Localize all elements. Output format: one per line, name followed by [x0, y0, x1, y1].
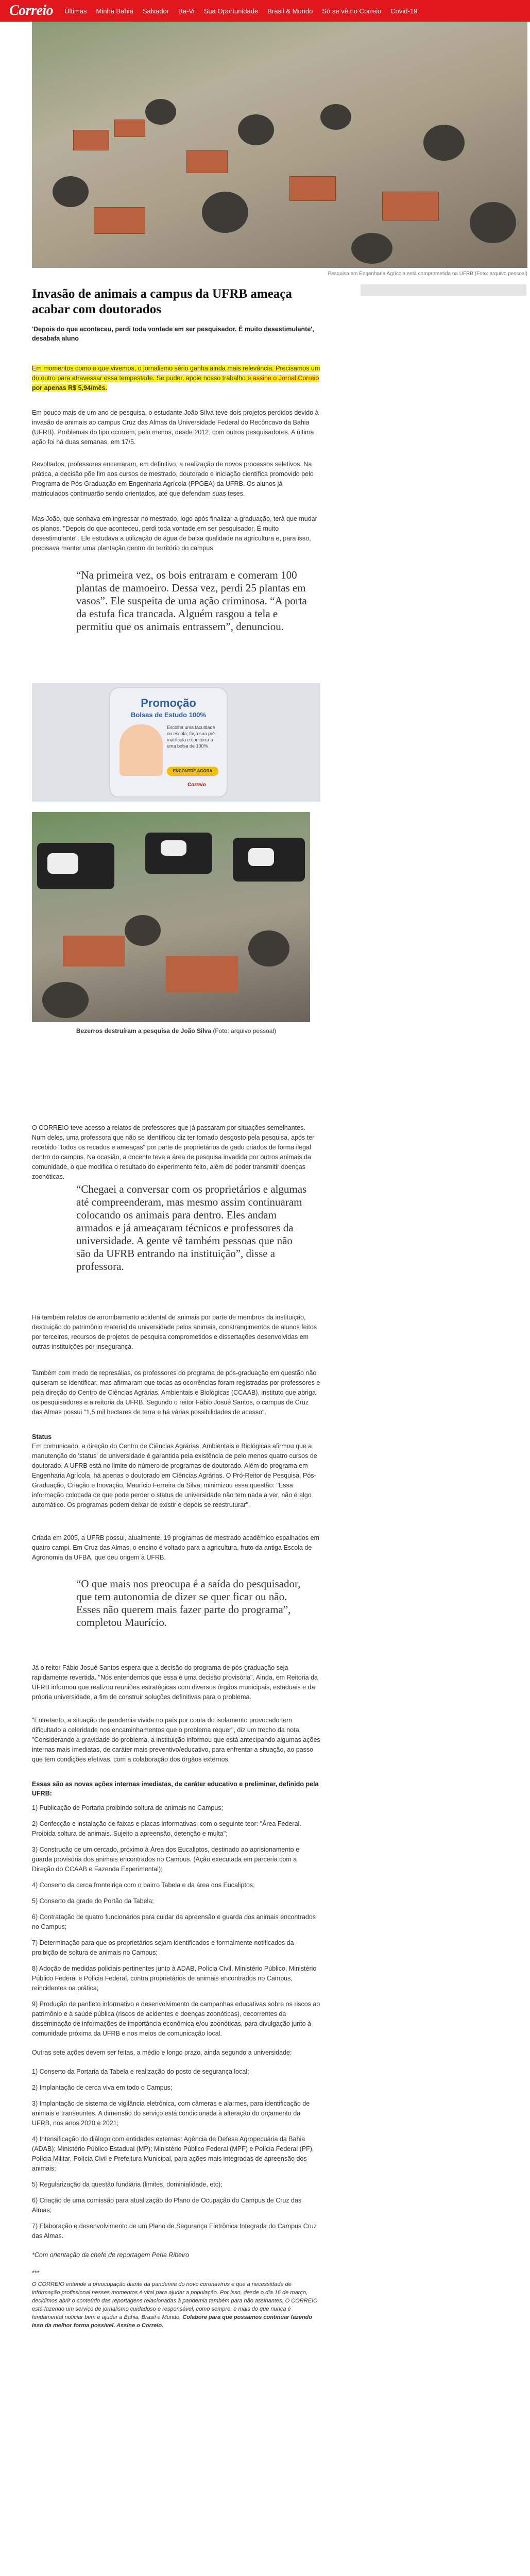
measures-heading: Essas são as novas ações internas imediatas, de caráter educativo e preliminar, definido pela UFRB: — [32, 1781, 319, 1797]
paragraph-3-text: Mas João, que sonhava em ingressar no mestrado, logo após finalizar a graduação, terá que mudar os planos. "Depois do que aconteceu, perdi toda vontade em ser pesquisador. É muito desestimulante". Ele estudava a utilização de água de baixa qualidade na agricultura e, para isso, precisava manter uma plantação dentro do território do campus. — [32, 515, 317, 552]
separator: *** — [32, 2269, 40, 2277]
paragraph-8-text: Criada em 2005, a UFRB possui, atualmente, 19 programas de mestrado acadêmico espalhados em quatro campi. Em Cruz das Almas, o ensino é voltado para a agricultura, fruto da antiga Escola de Agronomia da UFBA, que deu origem à UFRB. — [32, 1534, 319, 1561]
pull-quote-3 — [32, 1578, 320, 1629]
ad-cta-button[interactable]: ENCONTRE AGORA — [167, 767, 218, 776]
measure-item: 3) Construção de um cercado, próximo à Área dos Eucaliptos, destinado ao aprisionamento e guarda provisória dos animais encontrados no Campus. (Ação executada em parceria com a Direção do CCAAB e Fazenda Experimental); — [32, 1846, 300, 1873]
measure-item: 9) Produção de panfleto informativo e desenvolvimento de campanhas educativas sobre os riscos ao patrimônio e à saúde pública (riscos de acidentes e doenças zoonóticas), decorrentes da disseminação de informações de importância econômica e/ou zoonóticas, para divulgação junto à comunidade próxima da UFRB e nos meios de comunicação local. — [32, 2001, 320, 2037]
nav-item-bavi[interactable]: Ba-Vi — [178, 7, 195, 15]
paragraph-5 — [32, 1313, 320, 1352]
measure-item: 7) Determinação para que os proprietários sejam identificados e formalmente notificados da proibição de soltura de animais no Campus; — [32, 1939, 294, 1956]
hero-photo — [32, 22, 527, 268]
pull-quote-2 — [32, 1183, 320, 1273]
measures-list — [32, 1780, 320, 2330]
sidebar-ad-placeholder — [361, 284, 526, 296]
paragraph-3 — [32, 514, 320, 553]
ad-title: Promoção — [141, 697, 196, 709]
measure-item: 4) Conserto da cerca fronteiriça com o bairro Tabela e da área dos Eucaliptos; — [32, 1882, 255, 1889]
paragraph-10-text: "Entretanto, a situação de pandemia vivida no país por conta do isolamento provocado tem dificultado a celeridade nos encaminhamentos que o problema requer", diz um trecho da nota. "Considerando a gravidade do problema, a instituição informou que está antecipando algumas ações internas mais imediatas, de caráter mais preventivo/educativo, para enfrentar a situação, ao passo que tem condições efetivas, com a colaboração dos órgãos externos. — [32, 1717, 320, 1763]
paragraph-2 — [32, 460, 320, 499]
subscribe-link[interactable]: assine o Jornal Correio — [252, 375, 319, 382]
paragraph-9 — [32, 1663, 320, 1702]
paragraph-2-text: Revoltados, professores encerraram, em definitivo, a realização de novos processos seletivos. Na prática, a decisão põe fim aos cursos de mestrado, doutorado e iniciação científica promovido pelo Programa de Pós-Graduação em Engenharia Agrícola (PPGEA) da UFRB. Os alunos já matriculados continuarão sendo orientados, até que defendam suas teses. — [32, 461, 314, 497]
paragraph-6-text: Também com medo de represálias, os professores do programa de pós-graduação em questão não quiseram se identificar, mas afirmaram que todas as ocorrências foram registradas por professores e pela direção do Centro de Ciências Agrárias, Ambientais e Biológicas (CCAAB), instituto que abriga os pesquisadores e a reitoria da UFRB. Segundo o reitor Fábio Josué Santos, o campus de Cruz das Almas possui "1,5 mil hectares de terra e há várias possibilidades de acesso". — [32, 1369, 320, 1416]
paragraph-4 — [32, 1123, 320, 1182]
measure-item: 6) Contratação de quatro funcionários para cuidar da apreensão e guarda dos animais encontrados no Campus; — [32, 1913, 316, 1930]
advertisement-banner[interactable] — [32, 683, 320, 802]
footer-note: O CORREIO entende a preocupação diante da pandemia do novo coronavírus e que a necessidade de informação profissional nesses momentos é vital para ajudar a população. Por isso, desde o dia 16 de março, decidimos abrir o conteúdo das reportagens relacionadas à pandemia também para não assinantes. O CORREIO está fazendo um serviço de jornalismo cuidadoso e responsável, como sempre, e mais do que nunca é fundamental noticiar bem e ajudar a Bahia, Brasil e Mundo. — [32, 2281, 318, 2320]
highlight-intro: Em momentos como o que vivemos, o jornalismo sério ganha ainda mais relevância. Precisamos um do outro para atravessar essa tempestade. Se puder, apoie nosso trabalho e — [32, 365, 320, 382]
nav-item-brasil-mundo[interactable]: Brasil & Mundo — [267, 7, 313, 15]
measure-item: 8) Adoção de medidas policiais pertinentes junto à ADAB, Polícia Civil, Ministério Público, Ministério Público Federal e Polícia Federal, contra proprietários de animais encontrados no Campus, reincidentes na prática; — [32, 1965, 317, 1992]
nav-item-sua-oportunidade[interactable]: Sua Oportunidade — [203, 7, 259, 15]
orientation-note: *Com orientação da chefe de reportagem Perla Ribeiro — [32, 2251, 190, 2259]
ad-person-image — [119, 724, 163, 776]
paragraph-8 — [32, 1533, 320, 1563]
article-title: Invasão de animais a campus da UFRB ameaça acabar com doutorados — [32, 287, 292, 316]
measure2-item: 4) Intensificação do diálogo com entidades externas: Agência de Defesa Agropecuária da Bahia (ADAB); Ministério Público Estadual (MP); Ministério Público Federal (MPF) e Polícia Federal (PF), Polícia Militar, Polícia Civil e Prefeitura Municipal, para ações mais integradas de apreensão dos animais; — [32, 2136, 314, 2172]
paragraph-11-text: Outras sete ações devem ser feitas, a médio e longo prazo, ainda segundo a universidade: — [32, 2049, 292, 2056]
paragraph-7-text: Em comunicado, a direção do Centro de Ciências Agrárias, Ambientais e Biológicas afirmou que a manutenção do 'status' de universidade é garantida pela existência de pelo menos quatro cursos de doutorado. A UFRB está no limite do número de programas de doutorado. Além do programa em Engenharia Agrícola, há apenas o doutorado em Ciências Agrárias. O Pró-Reitor de Pesquisa, Pós-Graduação, Criação e Inovação, Maurício Ferreira da Silva, minimizou essa questão: "Essa informação colocada de que pode perder o status de universidade não tem nada a ver, não é algo automático. Os programas podem deixar de existir e depois se reestruturar". — [32, 1443, 317, 1509]
measure2-item: 7) Elaboração e desenvolvimento de um Plano de Segurança Eletrônica Integrada do Campus Cruz das Almas. — [32, 2223, 317, 2240]
top-navigation-bar — [0, 0, 530, 22]
nav-item-ultimas[interactable]: Últimas — [64, 7, 87, 15]
site-logo[interactable]: Correio — [9, 3, 54, 19]
paragraph-6 — [32, 1368, 320, 1417]
measure-item: 5) Conserto da grade do Portão da Tabela; — [32, 1897, 154, 1905]
paragraph-5-text: Há também relatos de arrombamento acidental de animais por parte de membros da instituição, destruição do patrimônio material da universidade pelos animais, constrangimentos de alunos feitos por terceiros, recursos de projetos de pesquisa comprometidos e dissertações desenvolvidas em outras instituições por insegurança. — [32, 1314, 317, 1350]
ad-text: Escolha uma faculdade ou escola, faça sua pré-matrícula e concorra a uma bolsa de 100% — [167, 725, 217, 749]
main-nav — [64, 7, 417, 15]
paragraph-4-text: O CORREIO teve acesso a relatos de professores que já passaram por situações semelhantes. Num deles, uma professora que não se identificou diz ter tomado desgosto pela pesquisa, após ter recebido "todos os recados e ameaças" por parte de proprietários de gado criados de forma ilegal dentro do campus. Na ocasião, a docente teve a área de pesquisa invadida por outros animais da comunidade, o que modifica o resultado do experimento feito, além de poder transmitir doenças zoonóticas. — [32, 1124, 315, 1180]
paragraph-9-text: Já o reitor Fábio Josué Santos espera que a decisão do programa de pós-graduação seja rapidamente revertida. "Nós entendemos que essa é uma decisão provisória". Ainda, em Reitoria da UFRB informou que realizou reuniões estratégicas com diversos órgãos municipais, estaduais e da própria universidade, a fim de construir soluções definitivas para o problema. — [32, 1664, 318, 1701]
paragraph-1-text: Em pouco mais de um ano de pesquisa, o estudante João Silva teve dois projetos perdidos devido à invasão de animais ao campus Cruz das Almas da Universidade Federal do Recôncavo da Bahia (UFRB). Problemas do tipo ocorrem, pelo menos, desde 2012, com outros pesquisadores. A última ação foi há duas semanas, em 17/5. — [32, 409, 319, 446]
article-header — [32, 286, 320, 343]
ad-phone-mockup — [109, 687, 228, 798]
photo-caption-text: Bezerros destruíram a pesquisa de João Silva — [76, 1027, 212, 1035]
measure2-item: 6) Criação de uma comissão para atualização do Plano de Ocupação do Campus de Cruz das Almas; — [32, 2197, 302, 2214]
ad-subtitle: Bolsas de Estudo 100% — [131, 711, 206, 719]
calves-photo-caption — [32, 1026, 320, 1036]
paragraph-1 — [32, 408, 320, 447]
measure-item: 1) Publicação de Portaria proibindo soltura de animais no Campus; — [32, 1804, 224, 1811]
measure2-item: 2) Implantação de cerca viva em todo o Campus; — [32, 2084, 173, 2091]
measure2-item: 1) Conserto da Portaria da Tabela e realização do posto de segurança local; — [32, 2068, 249, 2075]
paragraph-10 — [32, 1716, 320, 1765]
photo-caption-credit: (Foto: arquivo pessoal) — [211, 1027, 277, 1035]
ad-brand-logo: Correio — [187, 782, 206, 788]
measure-item: 2) Confecção e instalação de faixas e placas informativas, com o seguinte teor: "Área Federal. Proibida soltura de animais. Sujeito a apreensão, detenção e multa"; — [32, 1820, 301, 1837]
nav-item-salvador[interactable]: Salvador — [142, 7, 169, 15]
measure2-item: 5) Regularização da questão fundiária (limites, dominialidade, etc); — [32, 2181, 223, 2188]
calves-photo — [32, 812, 310, 1022]
status-heading: Status — [32, 1433, 52, 1440]
nav-item-covid[interactable]: Covid-19 — [390, 7, 418, 15]
measure2-item: 3) Implantação de sistema de vigilância eletrônica, com câmeras e alarmes, para identificação de animais e transeuntes. A dimensão do serviço está condicionada à alteração do orçamento da UFRB, nos anos 2020 e 2021; — [32, 2100, 310, 2127]
pull-quote-2-text: “Chegaei a conversar com os proprietários e algumas até compreenderam, mas mesmo assim continuaram colocando os animais para dentro. Eles andam armados e já ameaçaram técnicos e professores da universidade. A gente vê também pessoas que não são da UFRB entrando na instituição”, disse a professora. — [76, 1183, 307, 1273]
pull-quote-1 — [32, 569, 320, 633]
footer-cta-link[interactable]: Colabore para que possamos continuar fazendo isso da melhor forma possível. Assine o Correio. — [32, 2314, 313, 2329]
nav-item-so-se-ve[interactable]: Só se vê no Correio — [322, 7, 382, 15]
highlight-end: por apenas R$ 5,94/mês. — [32, 384, 107, 392]
subscription-highlight — [32, 364, 320, 393]
hero-caption: Pesquisa em Engenharia Agrícola está comprometida na UFRB (Foto: arquivo pessoal) — [328, 271, 527, 277]
pull-quote-1-text: “Na primeira vez, os bois entraram e comeram 100 plantas de mamoeiro. Dessa vez, perdi 25 plantas em vasos”. Ele suspeita de uma ação criminosa. “A porta da estufa fica trancada. Alguém rasgou a tela e permitiu que os animais entrassem”, denunciou. — [76, 569, 307, 633]
status-section — [32, 1432, 320, 1510]
nav-item-minha-bahia[interactable]: Minha Bahia — [96, 7, 133, 15]
article-subtitle: 'Depois do que aconteceu, perdi toda vontade em ser pesquisador. É muito desestimulante', desabafa aluno — [32, 326, 314, 342]
pull-quote-3-text: “O que mais nos preocupa é a saída do pesquisador, que tem autonomia de dizer se quer ficar ou não. Esses não querem mais fazer parte do programa”, completou Maurício. — [76, 1578, 301, 1629]
